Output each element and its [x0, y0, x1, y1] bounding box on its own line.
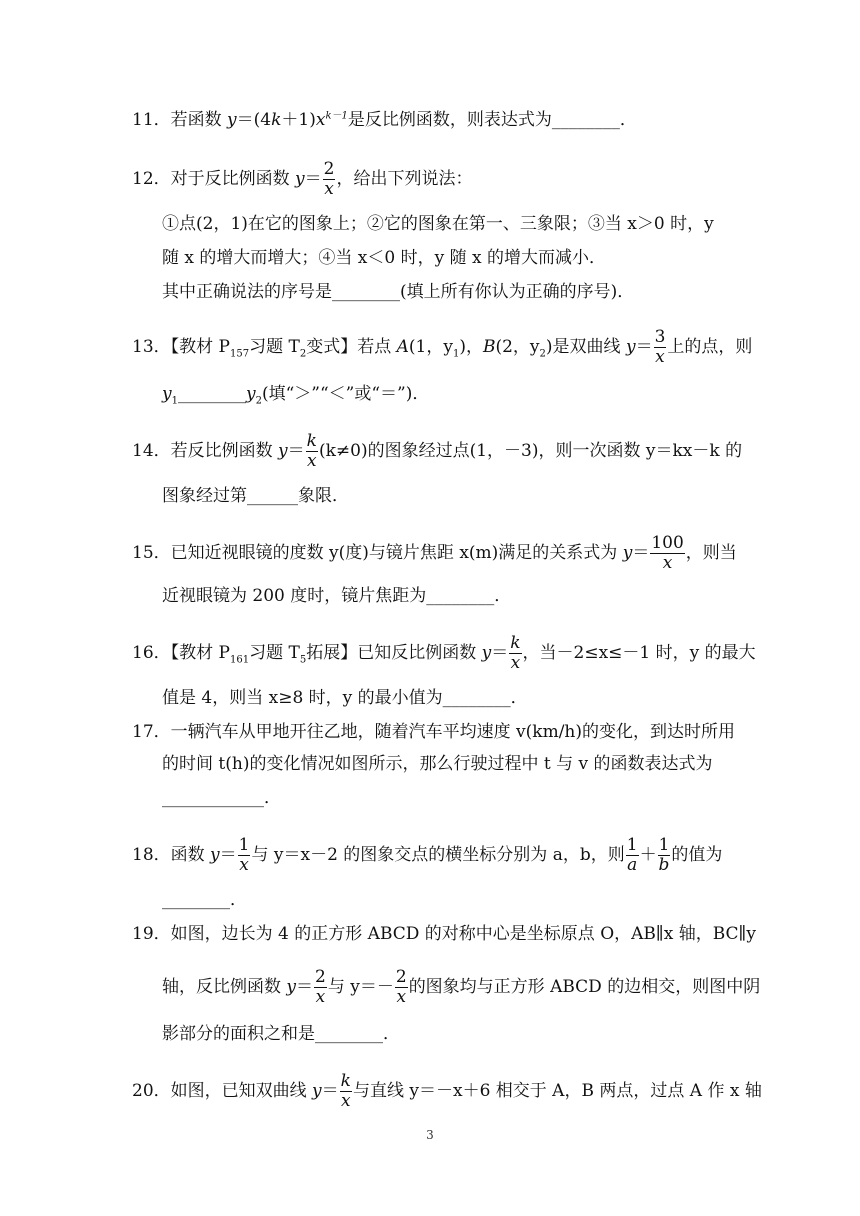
question-17: 17．一辆汽车从甲地开往乙地，随着汽车平均速度 v(km/h)的变化，到达时所用	[132, 722, 736, 742]
question-number: 18．	[132, 845, 171, 865]
question-number: 19．	[132, 924, 171, 944]
question-number: 11．	[132, 110, 171, 130]
question-14-cont: 图象经过第______象限．	[162, 486, 349, 506]
fraction: $\frac{2}{x}$	[395, 967, 407, 1007]
question-number: 12．	[132, 169, 171, 189]
question-12-statements: ①点(2，1)在它的图象上；②它的图象在第一、三象限；③当 x＞0 时，y	[162, 214, 714, 234]
question-16-cont: 值是 4，则当 x≥8 时，y 的最小值为________．	[162, 688, 528, 708]
question-number: 14．	[132, 441, 171, 461]
question-13: 13．【教材 $P_{157}$习题 $T_2$变式】若点 A(1，$y_1$)，B(2，$y_2$)是双曲线 y＝ $\frac{3}{x}$ 上的点，则	[132, 327, 753, 367]
question-11: 11．若函数 $y=(4k+1)x^{k-1}$是反比例函数，则表达式为________．	[132, 110, 637, 130]
question-15-cont: 近视眼镜为 200 度时，镜片焦距为________．	[162, 586, 512, 606]
question-12: 12．对于反比例函数 y＝ $\frac{2}{x}$ ，给出下列说法：	[132, 159, 473, 199]
fraction: $\frac{2}{x}$	[323, 159, 335, 199]
question-number: 16．	[132, 643, 171, 663]
question-18-blank: ________．	[162, 890, 247, 910]
fraction: $\frac{2}{x}$	[315, 967, 326, 1007]
fraction: $\frac{100}{x}$	[651, 533, 684, 573]
question-number: 13．	[132, 337, 171, 357]
fraction: $\frac{3}{x}$	[654, 327, 666, 367]
question-17-cont: 的时间 t(h)的变化情况如图所示，那么行驶过程中 t 与 v 的函数表达式为	[162, 754, 713, 774]
answer-blank: ________	[177, 384, 246, 404]
fraction: $\frac{1}{a}$	[626, 835, 638, 875]
question-12-prompt: 其中正确说法的序号是________(填上所有你认为正确的序号)．	[162, 282, 635, 302]
question-number: 20．	[132, 1081, 171, 1101]
fraction: $\frac{k}{x}$	[510, 633, 521, 673]
question-20: 20．如图，已知双曲线 y＝ $\frac{k}{x}$ 与直线 y＝－x＋6 相交于 A，B 两点，过点 A 作 x 轴	[132, 1071, 762, 1111]
question-17-blank: ____________．	[162, 788, 281, 808]
question-14: 14．若反比例函数 y＝ $\frac{k}{x}$ (k≠0)的图象经过点(1，－3)，则一次函数 y＝kx－k 的	[132, 431, 743, 471]
question-13-cont: $y_1\_\_\_\_\_\_\_\_y_2$(填“＞”“＜”或“＝”)．	[162, 384, 430, 407]
question-12-statements-cont: 随 x 的增大而增大；④当 x＜0 时，y 随 x 的增大而减小．	[162, 248, 607, 268]
fraction: $\frac{k}{x}$	[306, 431, 317, 471]
question-number: 15．	[132, 543, 171, 563]
question-19: 19．如图，边长为 4 的正方形 ABCD 的对称中心是坐标原点 O，AB∥x 轴，BC∥y	[132, 924, 757, 944]
question-19-cont: 轴，反比例函数 y＝ $\frac{2}{x}$ 与 y＝－ $\frac{2}{x}$ 的图象均与正方形 ABCD 的边相交，则图中阴	[162, 967, 761, 1007]
question-18: 18．函数 y＝ $\frac{1}{x}$ 与 y＝x－2 的图象交点的横坐标分别为 a，b，则 $\frac{1}{a}$ ＋ $\frac{1}{b}$ 的值为	[132, 835, 723, 875]
fraction: $\frac{k}{x}$	[340, 1071, 351, 1111]
textbook-tag: 【教材 P	[170, 337, 230, 357]
question-15: 15．已知近视眼镜的度数 y(度)与镜片焦距 x(m)满足的关系式为 y＝ $\frac{100}{x}$ ，则当	[132, 533, 737, 573]
question-19-blank: 影部分的面积之和是________．	[162, 1024, 400, 1044]
fraction: $\frac{1}{b}$	[658, 835, 670, 875]
question-16: 16．【教材 $P_{161}$习题 $T_5$拓展】已知反比例函数 y＝ $\frac{k}{x}$ ，当－2≤x≤－1 时，y 的最大	[132, 633, 756, 673]
question-number: 17．	[132, 722, 171, 742]
fraction: $\frac{1}{x}$	[238, 835, 250, 875]
textbook-tag: 【教材 P	[170, 643, 230, 663]
page-number: 3	[426, 1128, 434, 1142]
